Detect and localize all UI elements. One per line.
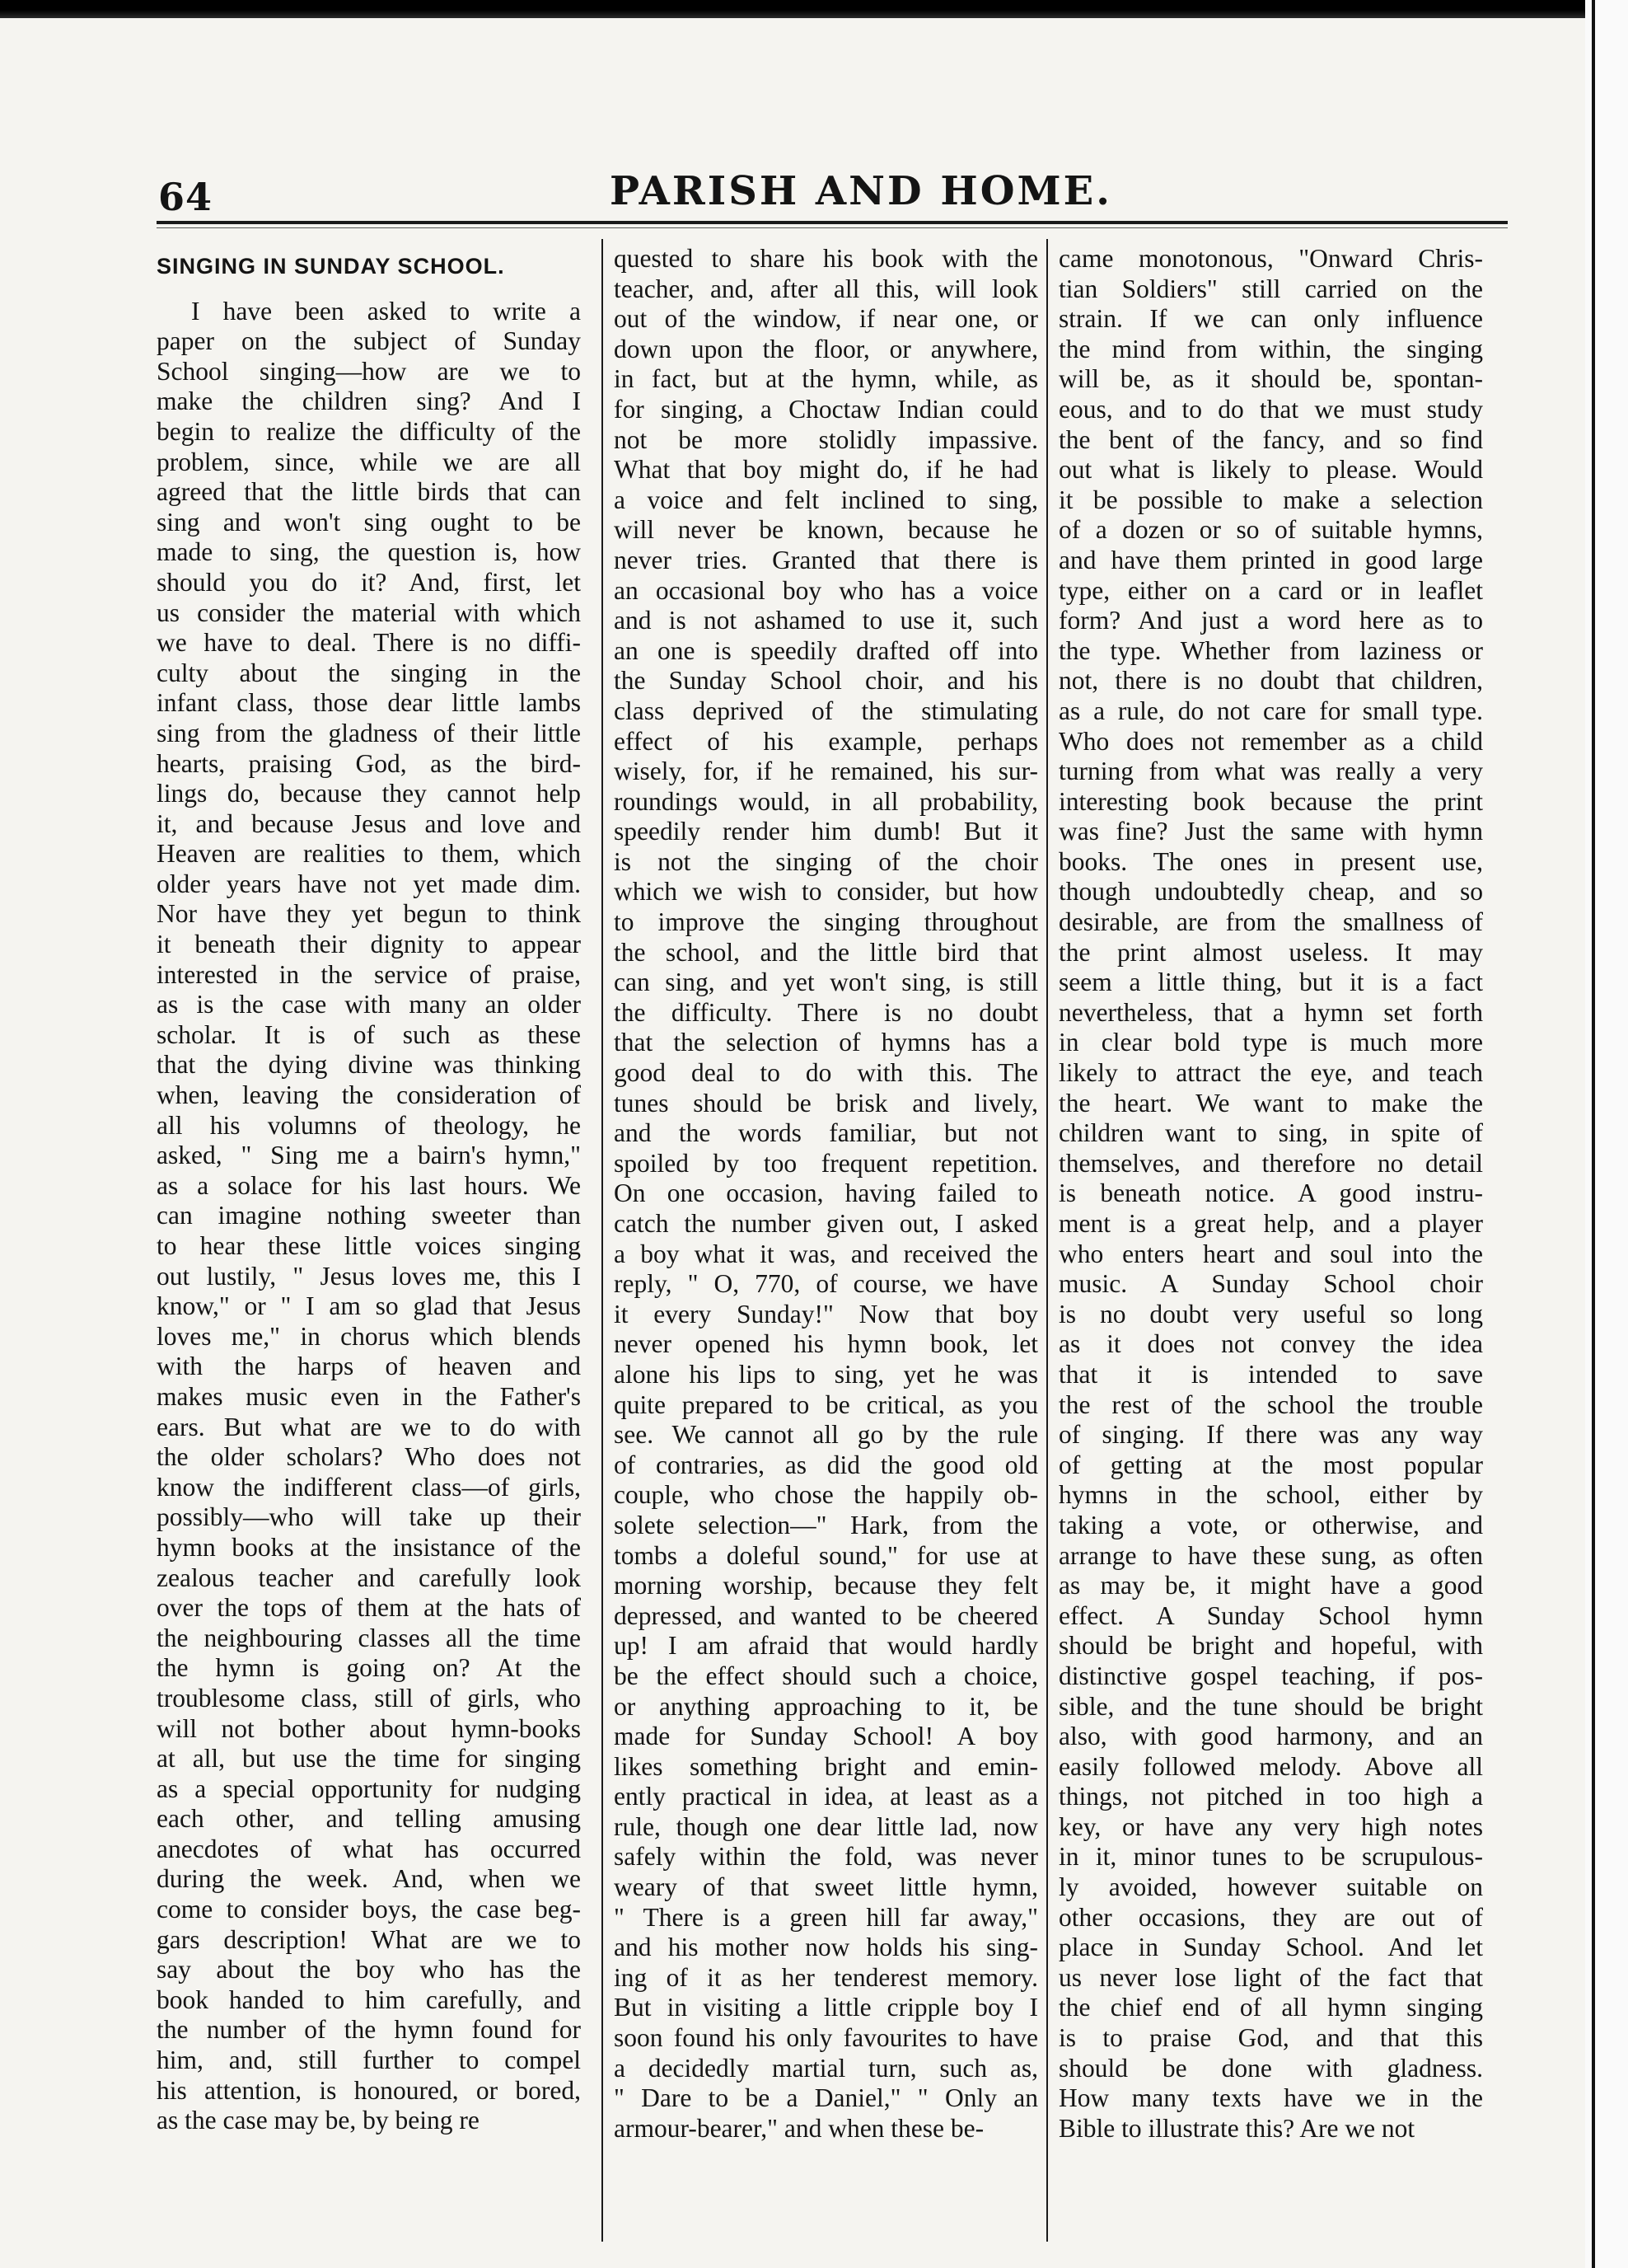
text-line: How many texts have we in the — [1059, 2083, 1483, 2113]
text-line: as it does not convey the idea — [1059, 1329, 1483, 1359]
article-column-3 — [1059, 244, 1483, 2247]
text-line: can sing, and yet won't sing, is still — [614, 968, 1038, 997]
text-line: couple, who chose the happily ob- — [614, 1480, 1038, 1510]
running-head: PARISH AND HOME. — [610, 168, 1112, 214]
text-line: be the effect should such a choice, — [614, 1661, 1038, 1690]
text-line: desirable, are from the smallness of — [1059, 907, 1483, 937]
text-line: other occasions, they are out of — [1059, 1902, 1483, 1932]
text-line: effect of his example, perhaps — [614, 726, 1038, 756]
text-line: out of the window, if near one, or — [614, 304, 1038, 334]
text-line: also, with good harmony, and an — [1059, 1722, 1483, 1751]
text-line: good deal to do with this. The — [614, 1058, 1038, 1088]
text-line: that it is intended to save — [1059, 1359, 1483, 1389]
text-line: it be possible to make a selection — [1059, 485, 1483, 514]
text-line: books. The ones in present use, — [1059, 846, 1483, 876]
text-line: lings do, because they cannot help — [157, 779, 581, 808]
text-line: up! I am afraid that would hardly — [614, 1631, 1038, 1661]
text-line: as a special opportunity for nudging — [157, 1774, 581, 1803]
text-line: as may be, it might have a good — [1059, 1571, 1483, 1600]
text-line: safely within the fold, was never — [614, 1842, 1038, 1872]
text-line: see. We cannot all go by the rule — [614, 1420, 1038, 1450]
text-line: armour-bearer," and when these be- — [614, 2113, 985, 2143]
text-line: as a solace for his last hours. We — [157, 1170, 581, 1200]
text-line: culty about the singing in the — [157, 658, 581, 687]
text-line: a decidedly martial turn, such as, — [614, 2053, 1038, 2083]
text-line: book handed to him carefully, and — [157, 1984, 581, 2014]
text-line: Nor have they yet begun to think — [157, 899, 581, 929]
text-line: ing of it as her tenderest memory. — [614, 1962, 1038, 1992]
text-line: taking a vote, or otherwise, and — [1059, 1510, 1483, 1539]
text-line: class deprived of the stimulating — [614, 696, 1038, 725]
text-line: out what is likely to please. Would — [1059, 455, 1483, 485]
text-line: tunes should be brisk and lively, — [614, 1088, 1038, 1118]
text-line: speedily render him dumb! But it — [614, 817, 1038, 846]
text-line: in fact, but at the hymn, while, as — [614, 364, 1038, 394]
text-line: infant class, those dear little lambs — [157, 688, 581, 718]
text-line: quite prepared to be critical, as you — [614, 1389, 1038, 1419]
text-line: soon found his only favourites to have — [614, 2023, 1038, 2053]
text-line: as a rule, do not care for small type. — [1059, 696, 1483, 725]
text-line: the rest of the school the trouble — [1059, 1389, 1483, 1419]
text-line: Bible to illustrate this? Are we not — [1059, 2113, 1415, 2143]
text-line: all his volumns of theology, he — [157, 1110, 581, 1140]
text-line: roundings would, in all probability, — [614, 786, 1038, 816]
text-line: never opened his hymn book, let — [614, 1329, 1038, 1359]
text-line: form? And just a word here as to — [1059, 606, 1483, 635]
text-line: and his mother now holds his sing- — [614, 1933, 1038, 1962]
text-line: us never lose light of the fact that — [1059, 1962, 1483, 1992]
text-line: the number of the hymn found for — [157, 2015, 581, 2045]
text-line: we have to deal. There is no diffi- — [157, 628, 581, 658]
text-line: things, not pitched in too high a — [1059, 1782, 1483, 1811]
text-line: reply, " O, 770, of course, we have — [614, 1269, 1038, 1299]
text-line: the type. Whether from laziness or — [1059, 635, 1483, 665]
text-line: solete selection—" Hark, from the — [614, 1510, 1038, 1539]
text-line: asked, " Sing me a bairn's hymn," — [157, 1141, 581, 1170]
text-line: to hear these little voices singing — [157, 1231, 581, 1260]
text-line: though undoubtedly cheap, and so — [1059, 877, 1483, 907]
text-line: begin to realize the difficulty of the — [157, 416, 581, 446]
text-line: anecdotes of what has occurred — [157, 1834, 581, 1863]
text-line: and the words familiar, but not — [614, 1118, 1038, 1148]
text-line: of getting at the most popular — [1059, 1450, 1483, 1479]
text-line: Who does not remember as a child — [1059, 726, 1483, 756]
text-line: and is not ashamed to use it, such — [614, 606, 1038, 635]
text-line: wisely, for, if he remained, his sur- — [614, 757, 1038, 786]
text-line: should be done with gladness. — [1059, 2053, 1483, 2083]
text-line: sing from the gladness of their little — [157, 718, 581, 747]
text-line: who enters heart and soul into the — [1059, 1239, 1483, 1268]
text-line: spoiled by too frequent repetition. — [614, 1148, 1038, 1178]
text-line: the mind from within, the singing — [1059, 334, 1483, 363]
text-line: of singing. If there was any way — [1059, 1420, 1483, 1450]
text-line: make the children sing? And I — [157, 387, 581, 416]
text-line: during the week. And, when we — [157, 1864, 581, 1894]
text-line: his attention, is honoured, or bored, — [157, 2075, 581, 2105]
text-line: problem, since, while we are all — [157, 447, 581, 476]
text-line: I have been asked to write a — [191, 296, 581, 326]
text-line: hearts, praising God, as the bird- — [157, 748, 581, 778]
text-line: possibly—who will take up their — [157, 1502, 581, 1532]
text-line: it, and because Jesus and love and — [157, 808, 581, 838]
text-line: a boy what it was, and received the — [614, 1239, 1038, 1268]
text-line: quested to share his book with the — [614, 244, 1038, 273]
text-line: the hymn is going on? At the — [157, 1653, 581, 1683]
text-line: us consider the material with which — [157, 597, 581, 627]
text-line: tian Soldiers" still carried on the — [1059, 274, 1483, 303]
text-line: the print almost useless. It may — [1059, 937, 1483, 967]
text-line: agreed that the little birds that can — [157, 477, 581, 507]
text-line: or anything approaching to it, be — [614, 1691, 1038, 1721]
text-line: scholar. It is of such as these — [157, 1019, 581, 1049]
text-line: can imagine nothing sweeter than — [157, 1201, 581, 1230]
text-line: teacher, and, after all this, will look — [614, 274, 1038, 303]
text-line: is not the singing of the choir — [614, 846, 1038, 876]
text-line: zealous teacher and carefully look — [157, 1563, 581, 1592]
text-line: should you do it? And, first, let — [157, 567, 581, 597]
column-rule-1 — [601, 239, 603, 2242]
text-line: come to consider boys, the case beg- — [157, 1895, 581, 1924]
text-line: the difficulty. There is no doubt — [614, 997, 1038, 1027]
text-line: say about the boy who has the — [157, 1955, 581, 1984]
text-line: as the case may be, by being re — [157, 2106, 480, 2135]
text-line: when, leaving the consideration of — [157, 1080, 581, 1110]
text-line: nevertheless, that a hymn set forth — [1059, 997, 1483, 1027]
text-line: the heart. We want to make the — [1059, 1088, 1483, 1118]
text-line: hymn books at the insistance of the — [157, 1532, 581, 1562]
page-number: 64 — [158, 175, 213, 219]
text-line: a voice and felt inclined to sing, — [614, 485, 1038, 514]
text-line: But in visiting a little cripple boy I — [614, 1993, 1038, 2022]
text-line: tombs a doleful sound," for use at — [614, 1540, 1038, 1570]
text-line: place in Sunday School. And let — [1059, 1933, 1483, 1962]
text-line: him, and, still further to compel — [157, 2045, 581, 2075]
text-line: should be bright and hopeful, with — [1059, 1631, 1483, 1661]
text-line: for singing, a Choctaw Indian could — [614, 394, 1038, 424]
article-heading: SINGING IN SUNDAY SCHOOL. — [157, 254, 505, 279]
text-line: gars description! What are we to — [157, 1924, 581, 1954]
text-line: arrange to have these sung, as often — [1059, 1540, 1483, 1570]
text-line: easily followed melody. Above all — [1059, 1751, 1483, 1781]
text-line: to improve the singing throughout — [614, 907, 1038, 937]
text-line: know," or " I am so glad that Jesus — [157, 1291, 581, 1321]
text-line: was fine? Just the same with hymn — [1059, 817, 1483, 846]
header-rule-thin — [157, 227, 1508, 228]
text-line: the Sunday School choir, and his — [614, 666, 1038, 696]
text-line: children want to sing, in spite of — [1059, 1118, 1483, 1148]
text-line: loves me," in chorus which blends — [157, 1321, 581, 1351]
article-column-1 — [157, 251, 581, 2254]
text-line: ently practical in idea, at least as a — [614, 1782, 1038, 1811]
scan-border-right — [1585, 0, 1628, 2268]
text-line: will not bother about hymn-books — [157, 1713, 581, 1743]
text-line: alone his lips to sing, yet he was — [614, 1359, 1038, 1389]
text-line: hymns in the school, either by — [1059, 1480, 1483, 1510]
text-line: seem a little thing, but it is a fact — [1059, 968, 1483, 997]
text-line: likely to attract the eye, and teach — [1059, 1058, 1483, 1088]
text-line: morning worship, because they felt — [614, 1571, 1038, 1600]
text-line: know the indifferent class—of girls, — [157, 1472, 581, 1502]
text-line: eous, and to do that we must study — [1059, 394, 1483, 424]
text-line: not, there is no doubt that children, — [1059, 666, 1483, 696]
text-line: it every Sunday!" Now that boy — [614, 1299, 1038, 1328]
text-line: interested in the service of praise, — [157, 959, 581, 989]
text-line: catch the number given out, I asked — [614, 1209, 1038, 1238]
text-line: is beneath notice. A good instru- — [1059, 1179, 1483, 1208]
article-column-2 — [614, 244, 1038, 2247]
text-line: in clear bold type is much more — [1059, 1028, 1483, 1057]
text-line: made for Sunday School! A boy — [614, 1722, 1038, 1751]
text-line: each other, and telling amusing — [157, 1804, 581, 1834]
text-line: of contraries, as did the good old — [614, 1450, 1038, 1479]
text-line: sing and won't sing ought to be — [157, 507, 581, 537]
text-line: " Dare to be a Daniel," " Only an — [614, 2083, 1038, 2113]
text-line: down upon the floor, or anywhere, — [614, 334, 1038, 363]
text-line: made to sing, the question is, how — [157, 537, 581, 567]
text-line: that the selection of hymns has a — [614, 1028, 1038, 1057]
text-line: over the tops of them at the hats of — [157, 1593, 581, 1623]
text-line: On one occasion, having failed to — [614, 1179, 1038, 1208]
text-line: weary of that sweet little hymn, — [614, 1872, 1038, 1902]
text-line: likes something bright and emin- — [614, 1751, 1038, 1781]
text-line: sible, and the tune should be bright — [1059, 1691, 1483, 1721]
column-rule-2 — [1046, 239, 1048, 2242]
text-line: ly avoided, however suitable on — [1059, 1872, 1483, 1902]
text-line: turning from what was really a very — [1059, 757, 1483, 786]
text-line: key, or have any very high notes — [1059, 1811, 1483, 1841]
text-line: Heaven are realities to them, which — [157, 839, 581, 869]
text-line: " There is a green hill far away," — [614, 1902, 1038, 1932]
text-line: an one is speedily drafted off into — [614, 635, 1038, 665]
header-rule — [157, 221, 1508, 224]
text-line: an occasional boy who has a voice — [614, 575, 1038, 605]
text-line: effect. A Sunday School hymn — [1059, 1600, 1483, 1630]
text-line: themselves, and therefore no detail — [1059, 1148, 1483, 1178]
text-line: it beneath their dignity to appear — [157, 930, 581, 959]
text-line: is no doubt very useful so long — [1059, 1299, 1483, 1328]
text-line: the chief end of all hymn singing — [1059, 1993, 1483, 2022]
text-line: the older scholars? Who does not — [157, 1442, 581, 1472]
text-line: depressed, and wanted to be cheered — [614, 1600, 1038, 1630]
text-line: of a dozen or so of suitable hymns, — [1059, 515, 1483, 545]
text-line: rule, though one dear little lad, now — [614, 1811, 1038, 1841]
text-line: which we wish to consider, but how — [614, 877, 1038, 907]
text-line: with the harps of heaven and — [157, 1352, 581, 1381]
text-line: makes music even in the Father's — [157, 1381, 581, 1411]
text-line: strain. If we can only influence — [1059, 304, 1483, 334]
text-line: in it, minor tunes to be scrupulous- — [1059, 1842, 1483, 1872]
text-line: troublesome class, still of girls, who — [157, 1683, 581, 1713]
text-line: distinctive gospel teaching, if pos- — [1059, 1661, 1483, 1690]
text-line: as is the case with many an older — [157, 990, 581, 1019]
text-line: never tries. Granted that there is — [614, 545, 1038, 574]
text-line: came monotonous, "Onward Chris- — [1059, 244, 1483, 273]
text-line: that the dying divine was thinking — [157, 1050, 581, 1080]
text-line: at all, but use the time for singing — [157, 1744, 581, 1774]
text-line: will never be known, because he — [614, 515, 1038, 545]
text-line: out lustily, " Jesus loves me, this I — [157, 1261, 581, 1291]
text-line: ment is a great help, and a player — [1059, 1209, 1483, 1238]
text-line: School singing—how are we to — [157, 356, 581, 386]
text-line: will be, as it should be, spontan- — [1059, 364, 1483, 394]
text-line: ears. But what are we to do with — [157, 1412, 581, 1441]
scan-border-top — [0, 0, 1628, 18]
text-line: What that boy might do, if he had — [614, 455, 1038, 485]
text-line: and have them printed in good large — [1059, 545, 1483, 574]
text-line: interesting book because the print — [1059, 786, 1483, 816]
text-line: the neighbouring classes all the time — [157, 1623, 581, 1652]
text-line: is to praise God, and that this — [1059, 2023, 1483, 2053]
text-line: the school, and the little bird that — [614, 937, 1038, 967]
text-line: the bent of the fancy, and so find — [1059, 424, 1483, 454]
text-line: music. A Sunday School choir — [1059, 1269, 1483, 1299]
text-line: type, either on a card or in leaflet — [1059, 575, 1483, 605]
text-line: not be more stolidly impassive. — [614, 424, 1038, 454]
text-line: paper on the subject of Sunday — [157, 326, 581, 356]
text-line: older years have not yet made dim. — [157, 869, 581, 898]
